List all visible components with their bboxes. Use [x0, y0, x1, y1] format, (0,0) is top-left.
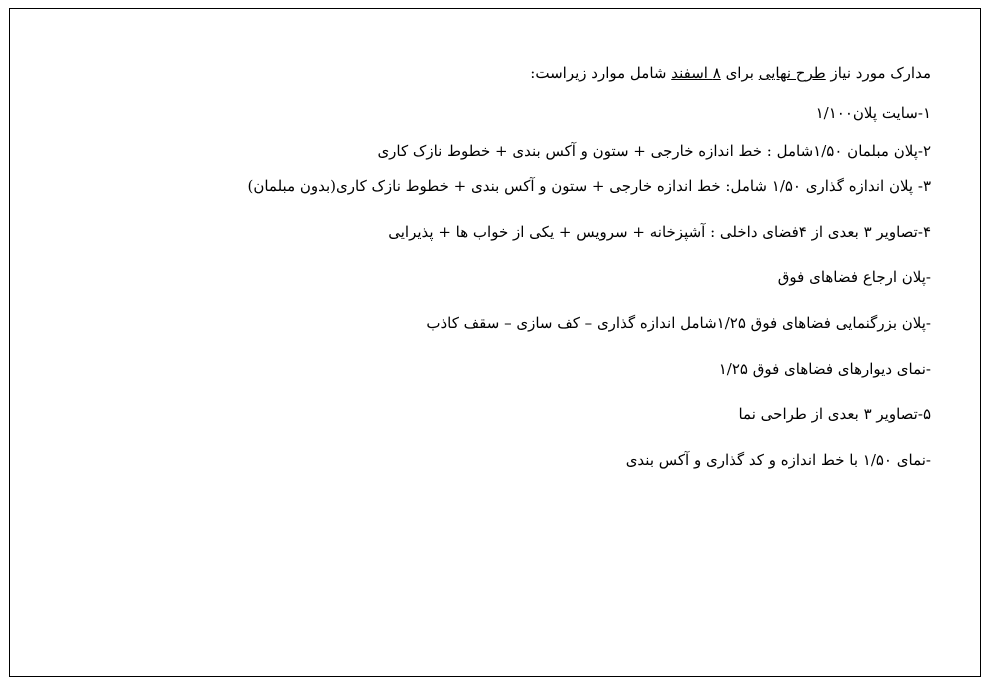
intro-line — [530, 62, 931, 84]
list-item-3d-interior: ۴-تصاویر ۳ بعدی از ۴فضای داخلی : آشپزخانه + سرویس + یکی از خواب ها + پذیرایی — [388, 223, 931, 241]
list-item-facade-elevation: -نمای ۱/۵۰ با خط اندازه و کد گذاری و آکس بندی — [625, 451, 931, 469]
list-item-reference-plan: -پلان ارجاع فضاهای فوق — [777, 268, 931, 286]
list-item-enlarged-plan: -پلان بزرگنمایی فضاهای فوق ۱/۲۵شامل اندازه گذاری – کف سازی – سقف کاذب — [426, 314, 931, 332]
list-item-wall-elevations: -نمای دیوارهای فضاهای فوق ۱/۲۵ — [718, 360, 931, 378]
list-item-dimension-plan: ۳- پلان اندازه گذاری ۱/۵۰ شامل: خط اندازه خارجی + ستون و آکس بندی + خطوط نازک کاری(بدون مبلمان) — [247, 177, 931, 195]
list-item-site-plan: ۱-سایت پلان۱/۱۰۰ — [815, 104, 931, 122]
list-item-furniture-plan: ۲-پلان مبلمان ۱/۵۰شامل : خط اندازه خارجی + ستون و آکس بندی + خطوط نازک کاری — [377, 142, 931, 160]
intro-text-2: برای — [720, 64, 759, 82]
intro-text-3: شامل موارد زیراست: — [530, 64, 672, 82]
intro-underlined-date: ۸ اسفند — [671, 64, 721, 82]
list-item-3d-facade: ۵-تصاویر ۳ بعدی از طراحی نما — [738, 405, 931, 423]
intro-underlined-final-design: طرح نهایی — [758, 64, 826, 82]
intro-text-1: مدارک مورد نیاز — [825, 64, 931, 82]
